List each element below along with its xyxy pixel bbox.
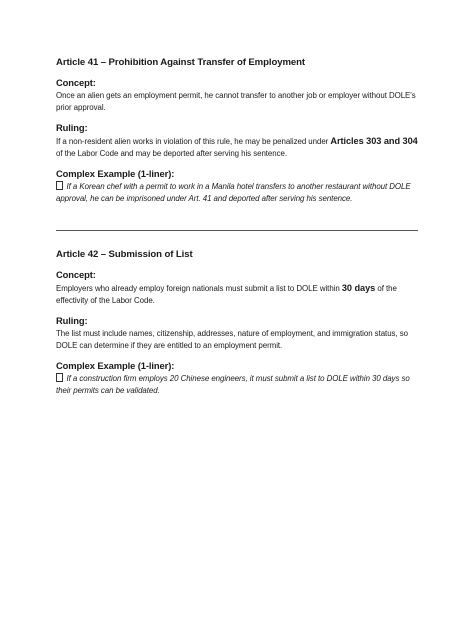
ruling-text-part: of the Labor Code and may be deported after serving his sentence. [56,149,287,159]
concept-text: Once an alien gets an employment permit, he cannot transfer to another job or employer without DOLE's prior approval. [56,91,416,113]
article-title: Article 41 – Prohibition Against Transfer of Employment [56,57,305,68]
concept-text-emphasis: 30 days [341,283,376,293]
concept-text [56,282,419,308]
article-41 [56,57,419,205]
ruling-text: The list must include names, citizenship, addresses, nature of employment, and immigration status, so DOLE can determine if they are entitled to an employment permit. [56,328,408,351]
ruling-heading: Ruling: [56,121,88,133]
example-heading: Complex Example (1-liner): [56,359,175,371]
concept-text-part: of the effectivity of the Labor Code. [56,284,397,306]
example-text-content: If a construction firm employs 20 Chinese engineers, it must submit a list to DOLE within 30 days so their permits can be validated. [56,373,410,396]
example-text [56,373,419,398]
article-title: Article 42 – Submission of List [56,249,193,260]
box-icon [56,181,63,190]
example-heading: Complex Example (1-liner): [56,167,175,179]
ruling-text-part: If a non-resident alien works in violation of this rule, he may be penalized under [56,136,331,146]
section-divider [56,230,418,231]
box-icon [56,373,63,382]
example-text-content: If a Korean chef with a permit to work in a Manila hotel transfers to another restaurant without DOLE approval, he can be imprisoned under Art. 41 and deported after serving his sentence. [56,181,411,204]
ruling-text-emphasis: Articles 303 and 304 [330,135,418,146]
concept-text-part: Employers who already employ foreign nationals must submit a list to DOLE within [56,284,342,293]
article-42 [56,249,419,397]
concept-heading: Concept: [56,77,96,88]
example-text [56,181,419,206]
ruling-text [56,135,419,161]
ruling-heading: Ruling: [56,314,88,326]
concept-heading: Concept: [56,269,96,280]
